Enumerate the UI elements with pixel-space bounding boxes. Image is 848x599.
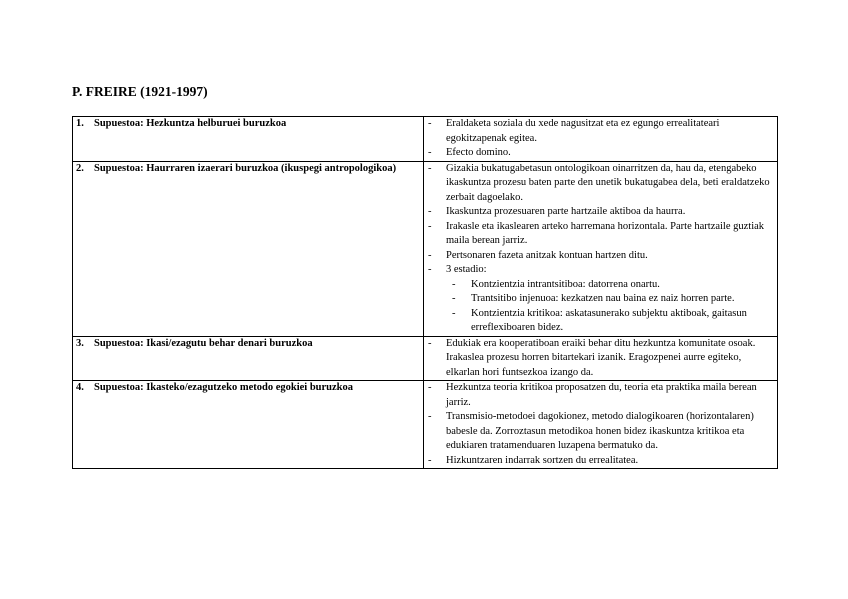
subpoint-text: Trantsitibo injenuoa: kezkatzen nau baina ez naiz horren parte. <box>471 293 735 304</box>
dash-bullet: - <box>428 206 432 217</box>
list-item <box>427 220 773 249</box>
point-text: Efecto domino. <box>446 147 511 158</box>
points-cell <box>424 161 778 336</box>
dash-bullet: - <box>428 220 432 232</box>
assumption-cell <box>73 336 424 381</box>
sub-list-item <box>452 292 773 307</box>
points-list <box>427 381 773 468</box>
points-cell <box>424 117 778 162</box>
page-title: P. FREIRE (1921-1997) <box>72 84 208 99</box>
points-cell <box>424 381 778 469</box>
points-list <box>427 162 773 336</box>
subpoint-text: Kontzientzia intrantsitiboa: datorrena onartu. <box>471 278 660 290</box>
list-item <box>427 263 773 336</box>
list-item <box>427 162 773 206</box>
assumption-cell <box>73 161 424 336</box>
assumption-title: Supuestoa: Ikasteko/ezagutzeko metodo egokiei buruzkoa <box>94 382 354 393</box>
dash-bullet: - <box>452 293 456 304</box>
dash-bullet: - <box>428 249 432 261</box>
table-body <box>73 117 778 469</box>
sub-list-item <box>452 307 773 336</box>
assumption-title: Supuestoa: Haurraren izaerari buruzkoa (ikuspegi antropologikoa) <box>94 162 397 174</box>
assumption-number: 3. <box>76 337 84 349</box>
table-row <box>73 117 778 162</box>
dash-bullet: - <box>452 307 456 319</box>
sub-list-item <box>452 278 773 293</box>
point-text: Hezkuntza teoria kritikoa proposatzen du, teoria eta praktika maila berean jarriz. <box>446 382 757 408</box>
point-text: Hizkuntzaren indarrak sortzen du errealitatea. <box>446 454 639 466</box>
list-item <box>427 117 773 146</box>
assumption-cell <box>73 117 424 162</box>
subpoints-list <box>446 278 773 336</box>
dash-bullet: - <box>428 264 432 275</box>
assumption-title: Supuestoa: Hezkuntza helburuei buruzkoa <box>94 118 287 129</box>
assumption-title: Supuestoa: Ikasi/ezagutu behar denari buruzkoa <box>94 337 313 349</box>
dash-bullet: - <box>428 337 432 349</box>
table-row <box>73 336 778 381</box>
dash-bullet: - <box>428 118 432 129</box>
subpoint-text: Kontzientzia kritikoa: askatasunerako subjektu aktiboak, gaitasun erreflexiboaren bidez. <box>471 307 747 333</box>
assumption-number: 4. <box>76 382 84 393</box>
point-text: Pertsonaren fazeta anitzak kontuan hartzen ditu. <box>446 249 648 261</box>
assumption-number: 2. <box>76 162 84 174</box>
dash-bullet: - <box>428 454 432 466</box>
dash-bullet: - <box>428 382 432 393</box>
point-text: 3 estadio: <box>446 264 487 275</box>
table-row <box>73 381 778 469</box>
points-cell <box>424 336 778 381</box>
assumption-cell <box>73 381 424 469</box>
point-text: Transmisio-metodoei dagokionez, metodo dialogikoaren (horizontalaren) babesle da. Zorroztasun metodikoa honen bidez ikaskuntza kritikoa eta edukiaren tratamenduaren luzapena bermatuko da. <box>446 411 754 451</box>
points-list <box>427 337 773 381</box>
freire-assumptions-table <box>72 116 778 469</box>
list-item <box>427 381 773 410</box>
dash-bullet: - <box>428 147 432 158</box>
list-item <box>427 146 773 161</box>
list-item <box>427 454 773 469</box>
dash-bullet: - <box>452 278 456 290</box>
table-row <box>73 161 778 336</box>
points-list <box>427 117 773 161</box>
point-text: Gizakia bukatugabetasun ontologikoan oinarritzen da, hau da, etengabeko ikaskuntza prozesu baten parte den unetik bukatugabea dela, beti eraldatzeko zerbait dagoelako. <box>446 162 770 203</box>
dash-bullet: - <box>428 411 432 422</box>
point-text: Eraldaketa soziala du xede nagusitzat eta ez egungo errealitateari egokitzapenak egitea. <box>446 118 720 144</box>
list-item <box>427 249 773 264</box>
dash-bullet: - <box>428 162 432 174</box>
list-item <box>427 205 773 220</box>
list-item <box>427 410 773 454</box>
point-text: Edukiak era kooperatiboan eraiki behar ditu hezkuntza komunitate osoak. Irakaslea prozesu horren bitartekari izanik. Eragozpenei aurre egiteko, elkarlan hori funtsezkoa izango da. <box>446 337 756 378</box>
list-item <box>427 337 773 381</box>
point-text: Ikaskuntza prozesuaren parte hartzaile aktiboa da haurra. <box>446 206 686 217</box>
assumption-number: 1. <box>76 118 84 129</box>
point-text: Irakasle eta ikaslearen arteko harremana horizontala. Parte hartzaile guztiak maila berean jarriz. <box>446 220 765 246</box>
